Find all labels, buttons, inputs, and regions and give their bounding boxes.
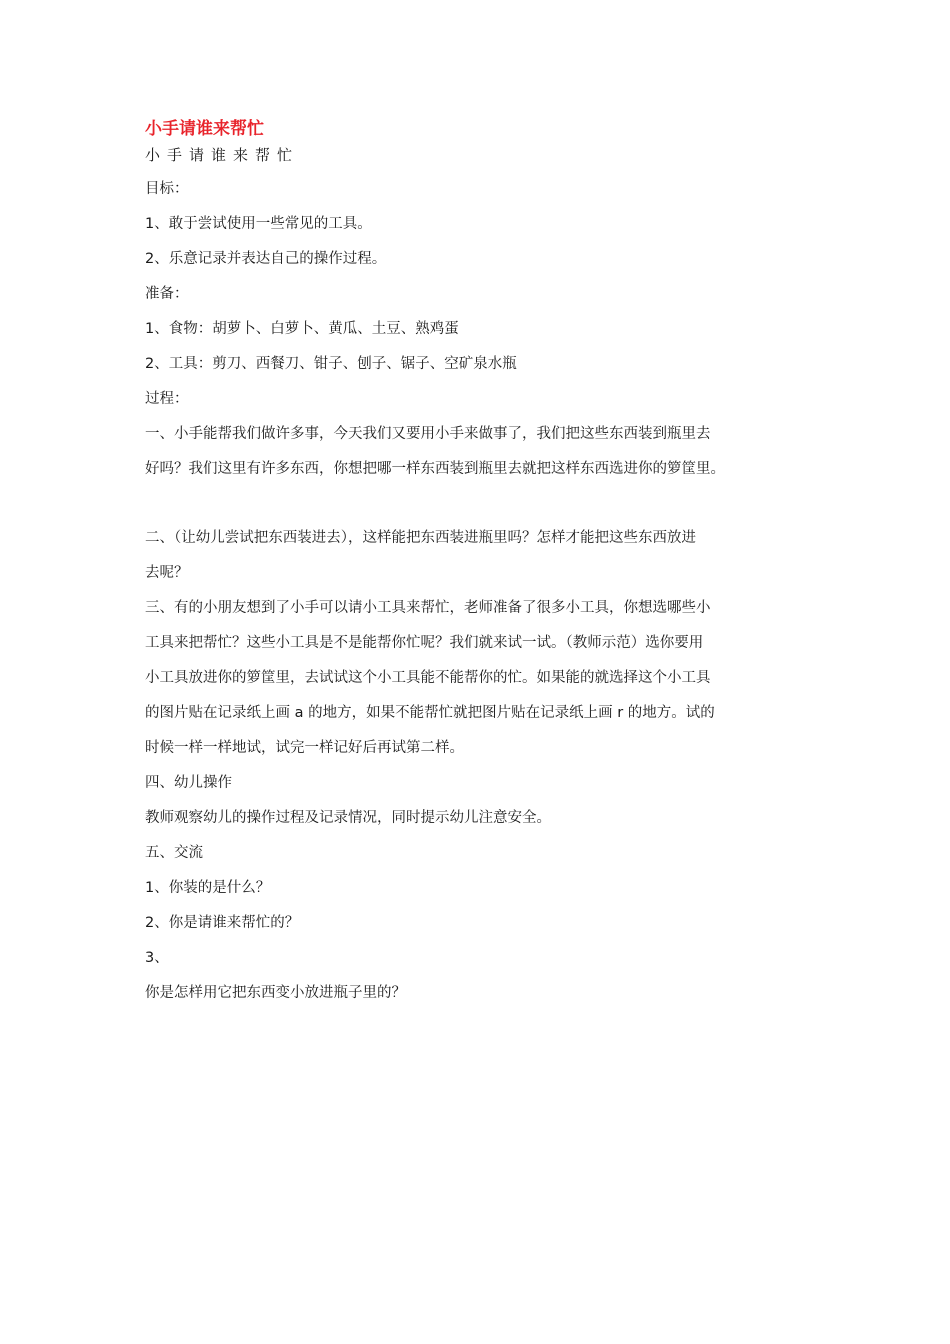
document-title: 小手请谁来帮忙 (145, 119, 264, 139)
paragraph-spacer (145, 487, 817, 521)
process-paragraph-line: 工具来把帮忙？这些小工具是不是能帮你忙呢？我们就来试一试。（教师示范）选你要用 (145, 635, 704, 651)
process-paragraph-line: 去呢？ (145, 565, 189, 581)
goal-item: 2、乐意记录并表达自己的操作过程。 (145, 251, 387, 267)
section-heading-goals: 目标： (145, 181, 189, 197)
preparation-item: 2、工具：剪刀、西餐刀、钳子、刨子、锯子、空矿泉水瓶 (145, 356, 517, 372)
process-paragraph-line: 二、（让幼儿尝试把东西装进去），这样能把东西装进瓶里吗？怎样才能把这些东西放进 (145, 530, 696, 546)
discussion-question: 2、你是请谁来帮忙的？ (145, 915, 300, 931)
process-paragraph-line: 教师观察幼儿的操作过程及记录情况，同时提示幼儿注意安全。 (145, 810, 551, 826)
process-step-heading: 五、交流 (145, 845, 203, 861)
discussion-question: 3、 (145, 950, 169, 966)
process-paragraph-line: 好吗？我们这里有许多东西，你想把哪一样东西装到瓶里去就把这样东西选进你的箩筐里。 (145, 461, 725, 477)
goal-item: 1、敢于尝试使用一些常见的工具。 (145, 216, 372, 232)
discussion-question: 1、你装的是什么？ (145, 880, 271, 896)
preparation-item: 1、食物：胡萝卜、白萝卜、黄瓜、土豆、熟鸡蛋 (145, 321, 459, 337)
process-paragraph-line: 三、有的小朋友想到了小手可以请小工具来帮忙，老师准备了很多小工具，你想选哪些小 (145, 600, 711, 616)
document-page (145, 118, 817, 1011)
section-heading-process: 过程： (145, 391, 189, 407)
discussion-question: 你是怎样用它把东西变小放进瓶子里的？ (145, 985, 406, 1001)
section-heading-preparation: 准备： (145, 286, 189, 302)
process-paragraph-line: 时候一样一样地试，试完一样记好后再试第二样。 (145, 740, 464, 756)
process-paragraph-line: 小工具放进你的箩筐里，去试试这个小工具能不能帮你的忙。如果能的就选择这个小工具 (145, 670, 711, 686)
process-paragraph-line: 一、小手能帮我们做许多事，今天我们又要用小手来做事了，我们把这些东西装到瓶里去 (145, 426, 711, 442)
document-subtitle: 小手请谁来帮忙 (145, 146, 300, 164)
process-step-heading: 四、幼儿操作 (145, 775, 232, 791)
process-paragraph-line: 的图片贴在记录纸上画 a 的地方，如果不能帮忙就把图片贴在记录纸上画 r 的地方。试的 (145, 705, 715, 721)
